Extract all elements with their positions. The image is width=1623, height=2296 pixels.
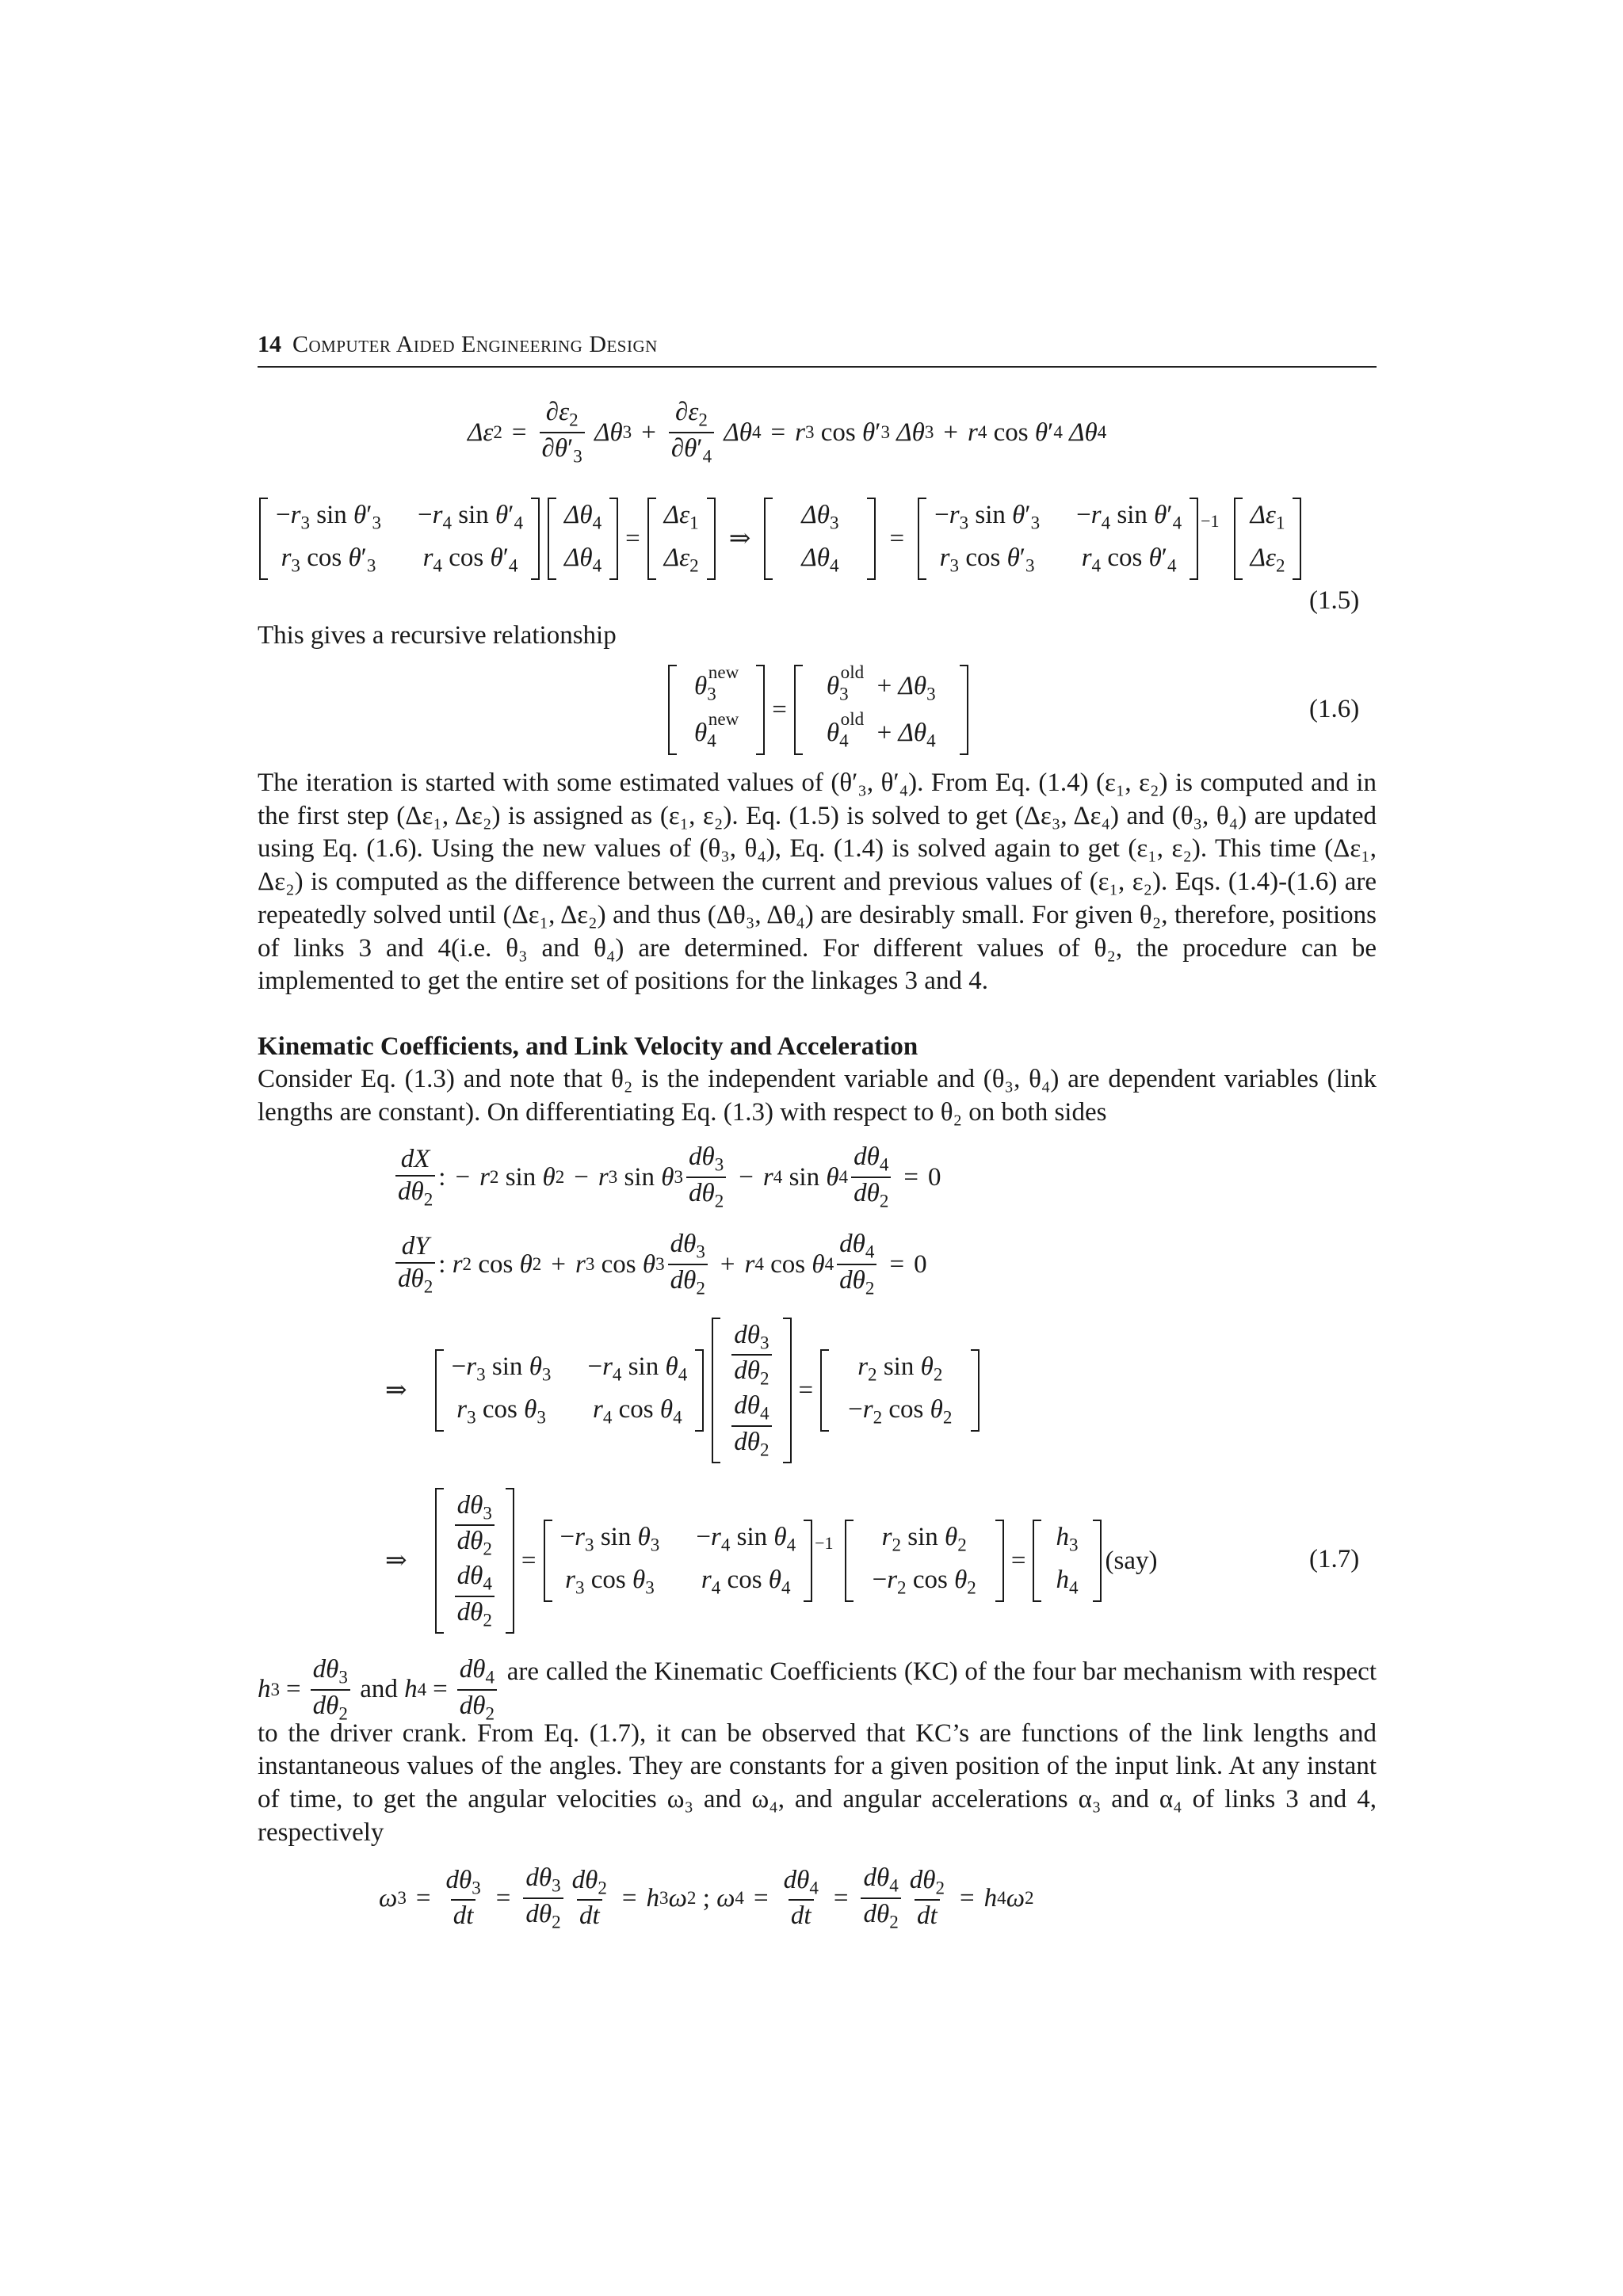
paragraph-differentiation: Consider Eq. (1.3) and note that θ₂ is the independent variable and (θ₃, θ₄) are dependent variables (link lengths are constant). On differentiating Eq. (1.3) with respect to θ₂ on both sides	[258, 1065, 1377, 1127]
equation-dx: $\frac{dX}{d\theta_2}$ : − r 2 sin θ 2 − r 3 sin θ 3 $\frac{d\theta_3}{d\theta_2}$ − r 4 sin θ 4 $\frac{d\theta_4}{d\theta_2}$ = 0	[392, 1141, 941, 1214]
equation-number-1-7: (1.7)	[1309, 1545, 1360, 1573]
running-title: Computer Aided Engineering Design	[292, 331, 658, 357]
kc-definition: h 3 = $\frac{d\theta_3}{d\theta_2}$ and h 4 = $\frac{d\theta_4}{d\theta_2}$	[258, 1662, 500, 1718]
section-heading: Kinematic Coefficients, and Link Velocity and Acceleration	[258, 1032, 918, 1061]
equation-1-5: $-r_3$ $\sin \theta'_3$ $-r_4$ $\sin \theta'_4$ $r_3$ $\cos \theta'_3$ $r_4$ $\cos \theta'_4$ $\Delta\theta_4$ $\Delta\theta_4$ = $\Delta\varepsilon_1$ $\Delta\varepsilon_2$ ⇒ $\Delta\theta_3$ $\Delta\theta_4$ = $-r_3$ $\sin \theta'_3$ $-r_4$ $\sin \theta'_4$ $r_3$ $\cos \theta'_3$ $r_4$ $\cos \theta'_4$ −1 $\Delta\varepsilon_1$ $\Delta\varepsilon_2$	[255, 499, 1305, 578]
equation-1-7: ⇒ $\frac{d\theta_3}{d\theta_2}$ $\frac{d\theta_4}{d\theta_2}$ = $-r_3$ $\sin \theta_3$ $-r_4$ $\sin \theta_4$ $r_3$ $\cos \theta_3$ $r_4$ $\cos \theta_4$ −1 $r_2$ $\sin \theta_2$ $-r_2$ $\cos \theta_2$ = $h_3$ $h_4$ (say)	[385, 1493, 1157, 1628]
equation-dy: $\frac{dY}{d\theta_2}$ : r 2 cos θ 2 + r 3 cos θ 3 $\frac{d\theta_3}{d\theta_2}$ + r 4 cos θ 4 $\frac{d\theta_4}{d\theta_2}$ = 0	[392, 1228, 927, 1301]
paragraph-kinematic-coefficients	[258, 1656, 1377, 1849]
equation-number-1-6: (1.6)	[1309, 695, 1360, 723]
text-recursive-relationship: This gives a recursive relationship	[258, 621, 617, 650]
paragraph-iteration: The iteration is started with some estimated values of (θ′₃, θ′₄). From Eq. (1.4) (ε₁, ε₂) is computed and in the first step (Δε₁, Δε₂) is assigned as (ε₁, ε₂). Eq. (1.5) is solved to get (Δε₃, Δε₄) and (θ₃, θ₄) are updated using Eq. (1.6). Using the new values of (θ₃, θ₄), Eq. (1.4) is solved again to get (ε₁, ε₂). This time (Δε₁, Δε₂) is computed as the difference between the current and previous values of (ε₁, ε₂). Eqs. (1.4)-(1.6) are repeatedly solved until (Δε₁, Δε₂) and thus (Δθ₃, Δθ₄) are desirably small. For given θ₂, therefore, positions of links 3 and 4(i.e. θ₃ and θ₄) are determined. For different values of θ₂, the procedure can be implemented to get the entire set of positions for the linkages 3 and 4.	[258, 769, 1377, 996]
equation-matrix-form: ⇒ $-r_3$ $\sin \theta_3$ $-r_4$ $\sin \theta_4$ $r_3$ $\cos \theta_3$ $r_4$ $\cos \theta_4$ $\frac{d\theta_3}{d\theta_2}$ $\frac{d\theta_4}{d\theta_2}$ = $r_2$ $\sin \theta_2$ $-r_2$ $\cos \theta_2$	[385, 1323, 983, 1458]
kc-text: are called the Kinematic Coefficients (KC) of the four bar mechanism with respect to the driver crank. From Eq. (1.7), it can be observed that KC’s are functions of the link lengths and instantaneous values of the angles. They are constants for a given position of the input link. At any instant of time, to get the angular velocities ω₃ and ω₄, and angular accelerations α₃ and α₄ of links 3 and 4, respectively	[258, 1657, 1377, 1847]
equation-1-6: $\theta_3^{new}$ $\theta_4^{new}$ = $\theta_3^{old} + \Delta\theta_3$ $\theta_4^{old} + \Delta\theta_4$	[664, 669, 972, 750]
page-number: 14	[258, 331, 281, 357]
equation-delta-epsilon: Δε 2 = $\frac{\partial\varepsilon_2}{\partial\theta'_3}$ Δθ 3 + $\frac{\partial\varepsilon_2}{\partial\theta'_4}$ Δθ 4 = r 3 cos θ ′ 3 Δθ 3 + r 4 cos θ ′ 4 Δθ 4	[468, 398, 1107, 467]
equation-number-1-5: (1.5)	[1309, 586, 1360, 615]
equation-angular-velocity: ω 3 = $\frac{d\theta_3}{dt}$ = $\frac{d\theta_3}{d\theta_2}$ $\frac{d\theta_2}{dt}$ = h 3 ω 2 ; ω 4 = $\frac{d\theta_4}{dt}$ = $\frac{d\theta_4}{d\theta_2}$ $\frac{d\theta_2}{dt}$ = h 4 ω 2	[379, 1863, 1034, 1932]
running-header	[258, 331, 1377, 368]
